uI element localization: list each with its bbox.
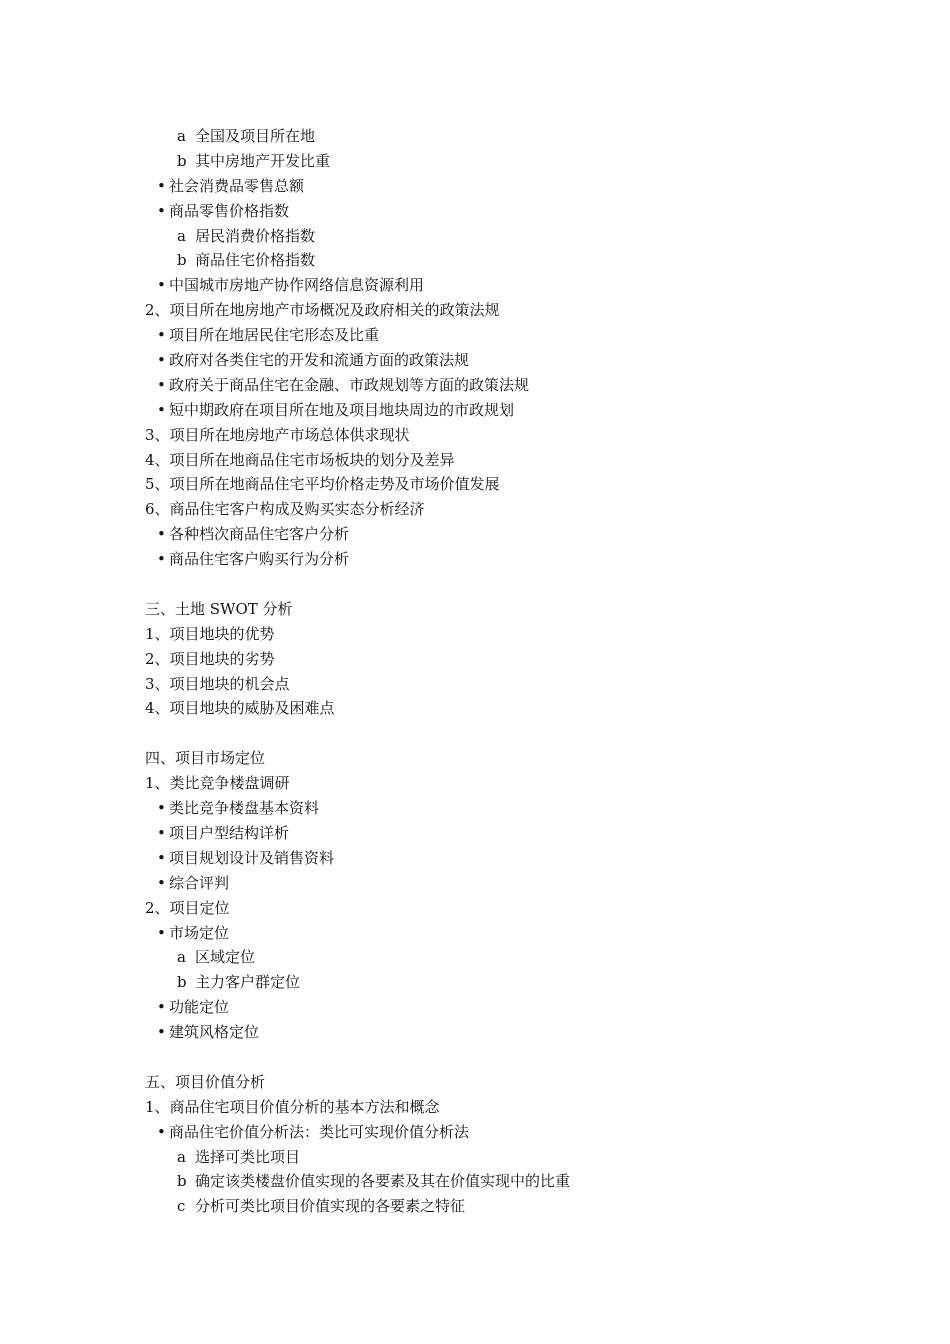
sub-item-text: 确定该类楼盘价值实现的各要素及其在价值实现中的比重 bbox=[195, 1172, 571, 1191]
document-page bbox=[0, 124, 950, 1219]
bullet-item-market-positioning bbox=[0, 921, 950, 946]
bullet-item-method bbox=[0, 1120, 950, 1145]
bullet-text: 商品零售价格指数 bbox=[169, 201, 290, 220]
heading-item-value-method: 1、商品住宅项目价值分析的基本方法和概念 bbox=[145, 1097, 440, 1116]
heading-item-4: 4、项目所在地商品住宅市场板块的划分及差异 bbox=[145, 450, 455, 469]
bullet-icon: • bbox=[157, 375, 166, 394]
bullet-item-customer-behavior bbox=[0, 547, 950, 572]
bullet-icon: • bbox=[157, 326, 166, 345]
section-title-swot: 三、土地 SWOT 分析 bbox=[145, 599, 293, 618]
sub-item-text: 居民消费价格指数 bbox=[195, 226, 316, 245]
bullet-item-planning-sales bbox=[0, 846, 950, 871]
sub-item-determine bbox=[0, 1169, 950, 1194]
sub-item-text: 全国及项目所在地 bbox=[195, 127, 316, 145]
bullet-icon: • bbox=[157, 823, 166, 842]
swot-item: 3、项目地块的机会点 bbox=[145, 674, 290, 693]
bullet-icon: • bbox=[157, 848, 166, 867]
bullet-text: 政府对各类住宅的开发和流通方面的政策法规 bbox=[169, 351, 470, 370]
sub-item-marker: b bbox=[177, 973, 187, 992]
bullet-item-function-positioning bbox=[0, 995, 950, 1020]
heading-item-2: 2、项目所在地房地产市场概况及政府相关的政策法规 bbox=[145, 301, 500, 320]
sub-item-marker: b bbox=[177, 151, 187, 170]
bullet-icon: • bbox=[157, 525, 166, 544]
sub-item-region bbox=[0, 945, 950, 970]
sub-item-realestate-share bbox=[0, 149, 950, 174]
bullet-icon: • bbox=[157, 799, 166, 818]
bullet-item-style-positioning bbox=[0, 1020, 950, 1045]
sub-item-housing-price-index bbox=[0, 248, 950, 273]
sub-item-text: 其中房地产开发比重 bbox=[195, 151, 331, 170]
sub-item-choose bbox=[0, 1145, 950, 1170]
bullet-text: 建筑风格定位 bbox=[169, 1023, 260, 1042]
bullet-text: 项目规划设计及销售资料 bbox=[169, 848, 335, 867]
bullet-text: 短中期政府在项目所在地及项目地块周边的市政规划 bbox=[169, 400, 515, 419]
bullet-icon: • bbox=[157, 1023, 166, 1042]
sub-item-text: 区域定位 bbox=[195, 948, 256, 967]
spacer bbox=[0, 721, 950, 746]
bullet-icon: • bbox=[157, 1122, 166, 1141]
bullet-item-gov-policy-dev bbox=[0, 348, 950, 373]
sub-item-analyze bbox=[0, 1194, 950, 1219]
bullet-item-retail-price-index bbox=[0, 199, 950, 224]
bullet-item-evaluation bbox=[0, 871, 950, 896]
sub-item-marker: b bbox=[177, 1172, 187, 1191]
bullet-icon: • bbox=[157, 400, 166, 419]
bullet-item-customer-levels bbox=[0, 522, 950, 547]
bullet-item-gov-planning bbox=[0, 398, 950, 423]
bullet-icon: • bbox=[157, 276, 166, 295]
swot-item: 4、项目地块的威胁及困难点 bbox=[145, 699, 335, 718]
bullet-text: 项目所在地居民住宅形态及比重 bbox=[169, 326, 380, 345]
bullet-item-basic-info bbox=[0, 796, 950, 821]
sub-item-cpi bbox=[0, 224, 950, 249]
swot-item: 2、项目地块的劣势 bbox=[145, 649, 275, 668]
bullet-text: 类比竞争楼盘基本资料 bbox=[169, 799, 320, 818]
bullet-text: 项目户型结构详析 bbox=[169, 823, 290, 842]
sub-item-text: 商品住宅价格指数 bbox=[195, 251, 316, 270]
bullet-item-unit-structure bbox=[0, 821, 950, 846]
sub-item-text: 主力客户群定位 bbox=[195, 973, 301, 992]
bullet-icon: • bbox=[157, 351, 166, 370]
bullet-icon: • bbox=[157, 998, 166, 1017]
bullet-item-housing-form bbox=[0, 323, 950, 348]
spacer bbox=[0, 572, 950, 597]
sub-item-marker: c bbox=[177, 1197, 186, 1216]
bullet-item-retail-total bbox=[0, 174, 950, 199]
sub-item-marker: a bbox=[177, 1147, 186, 1166]
bullet-item-gov-policy-finance bbox=[0, 373, 950, 398]
heading-item-5: 5、项目所在地商品住宅平均价格走势及市场价值发展 bbox=[145, 475, 500, 494]
bullet-icon: • bbox=[157, 923, 166, 942]
section-title-positioning: 四、项目市场定位 bbox=[145, 749, 266, 768]
sub-item-marker: a bbox=[177, 948, 186, 967]
bullet-text: 中国城市房地产协作网络信息资源利用 bbox=[169, 276, 425, 295]
heading-item-competitor-research: 1、类比竞争楼盘调研 bbox=[145, 774, 290, 793]
bullet-icon: • bbox=[157, 176, 166, 195]
sub-item-national bbox=[0, 124, 950, 149]
section-title-value: 五、项目价值分析 bbox=[145, 1072, 266, 1091]
sub-item-marker: a bbox=[177, 127, 186, 145]
spacer bbox=[0, 1045, 950, 1070]
bullet-text: 市场定位 bbox=[169, 923, 230, 942]
heading-item-3: 3、项目所在地房地产市场总体供求现状 bbox=[145, 425, 410, 444]
sub-item-marker: a bbox=[177, 226, 186, 245]
bullet-text: 商品住宅客户购买行为分析 bbox=[169, 550, 350, 569]
bullet-text: 各种档次商品住宅客户分析 bbox=[169, 525, 350, 544]
bullet-text: 商品住宅价值分析法：类比可实现价值分析法 bbox=[169, 1122, 470, 1141]
bullet-text: 综合评判 bbox=[169, 873, 230, 892]
sub-item-marker: b bbox=[177, 251, 187, 270]
bullet-icon: • bbox=[157, 201, 166, 220]
bullet-text: 政府关于商品住宅在金融、市政规划等方面的政策法规 bbox=[169, 375, 530, 394]
swot-item: 1、项目地块的优势 bbox=[145, 624, 275, 643]
sub-item-main-customers bbox=[0, 970, 950, 995]
heading-item-project-positioning: 2、项目定位 bbox=[145, 898, 230, 917]
sub-item-text: 选择可类比项目 bbox=[195, 1147, 301, 1166]
bullet-icon: • bbox=[157, 873, 166, 892]
heading-item-6: 6、商品住宅客户构成及购买实态分析经济 bbox=[145, 500, 425, 519]
sub-item-text: 分析可类比项目价值实现的各要素之特征 bbox=[195, 1197, 466, 1216]
bullet-text: 功能定位 bbox=[169, 998, 230, 1017]
bullet-icon: • bbox=[157, 550, 166, 569]
bullet-text: 社会消费品零售总额 bbox=[169, 176, 305, 195]
bullet-item-network bbox=[0, 273, 950, 298]
